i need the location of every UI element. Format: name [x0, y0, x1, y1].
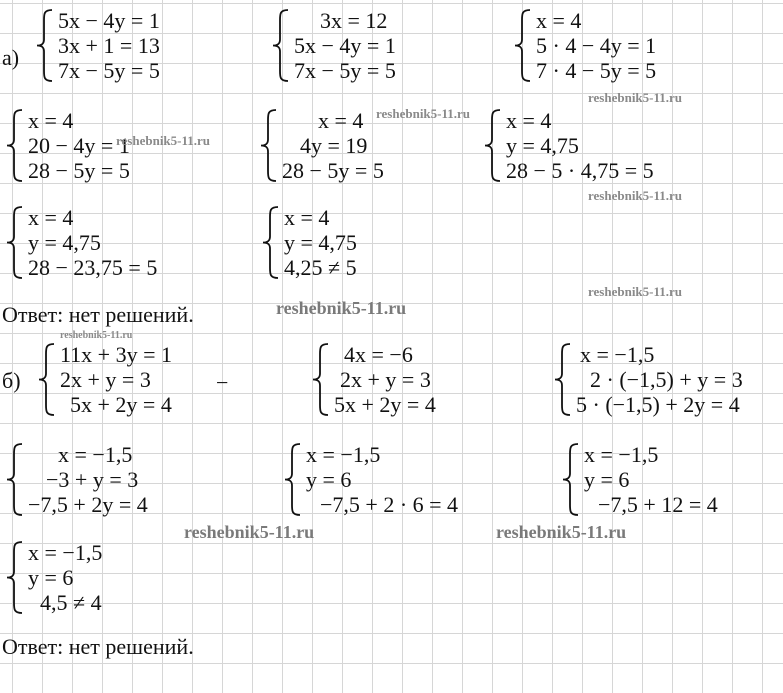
watermark: reshebnik5-11.ru [588, 90, 683, 105]
watermark: reshebnik5-11.ru [184, 522, 315, 542]
equation: 28 − 5y = 5 [28, 158, 130, 183]
equation: x = −1,5 [28, 540, 103, 565]
watermark: reshebnik5-11.ru [276, 298, 407, 318]
minus-sign: − [216, 370, 229, 395]
equation: x = −1,5 [306, 442, 381, 467]
equations [284, 205, 357, 280]
equation: 11x + 3y = 1 [60, 342, 172, 367]
brace-icon [4, 205, 26, 280]
equation: x = −1,5 [58, 442, 133, 467]
watermark: reshebnik5-11.ru [116, 133, 211, 148]
brace-icon [34, 8, 56, 83]
equations [28, 205, 157, 280]
brace-icon [512, 8, 534, 83]
equation: 2 · (−1,5) + y = 3 [590, 367, 743, 392]
equation: 7x − 5y = 5 [294, 58, 396, 83]
equation: 5x + 2y = 4 [334, 392, 436, 417]
equation: 4y = 19 [300, 133, 368, 158]
equation: y = 4,75 [506, 133, 579, 158]
answer-a: Ответ: нет решений. [2, 302, 194, 327]
answer-b: Ответ: нет решений. [2, 634, 194, 659]
brace-icon [282, 442, 304, 517]
equations [28, 442, 148, 517]
brace-icon [4, 540, 26, 615]
equation: 2x + y = 3 [60, 367, 151, 392]
equation: y = 6 [584, 467, 630, 492]
equation: 5x − 4y = 1 [58, 8, 160, 33]
equation: 28 − 5y = 5 [282, 158, 384, 183]
brace-icon [552, 342, 574, 417]
equation: 3x + 1 = 13 [58, 33, 160, 58]
equation: 5 · (−1,5) + 2y = 4 [576, 392, 740, 417]
equation: y = 6 [306, 467, 352, 492]
equation: 20 − 4y = 1 [28, 133, 130, 158]
equations [28, 108, 130, 183]
equation: −7,5 + 12 = 4 [598, 492, 718, 517]
equation: x = 4 [28, 108, 74, 133]
brace-icon [260, 205, 282, 280]
brace-icon [36, 342, 58, 417]
equation: −7,5 + 2y = 4 [28, 492, 148, 517]
brace-icon [560, 442, 582, 517]
equation: 7 · 4 − 5y = 5 [536, 58, 657, 83]
equation: 2x + y = 3 [340, 367, 431, 392]
equations [58, 8, 160, 83]
watermark: reshebnik5-11.ru [376, 106, 471, 121]
equation: y = 4,75 [284, 230, 357, 255]
equation: 28 − 23,75 = 5 [28, 255, 158, 280]
watermark: reshebnik5-11.ru [588, 188, 683, 203]
brace-icon [270, 8, 292, 83]
equations [28, 540, 102, 615]
equations [584, 442, 718, 517]
equations [60, 342, 172, 417]
equation: y = 4,75 [28, 230, 101, 255]
equation: x = −1,5 [580, 342, 655, 367]
watermark: reshebnik5-11.ru [496, 522, 627, 542]
equation: x = 4 [318, 108, 364, 133]
equation: 5x + 2y = 4 [70, 392, 172, 417]
brace-icon [482, 108, 504, 183]
equation: x = 4 [284, 205, 330, 230]
equation: 4,25 ≠ 5 [284, 255, 357, 280]
equation: 5x − 4y = 1 [294, 33, 396, 58]
brace-icon [4, 442, 26, 517]
equation: y = 6 [28, 565, 74, 590]
equation: x = 4 [536, 8, 582, 33]
equation: x = 4 [28, 205, 74, 230]
equations [334, 342, 436, 417]
equation: −7,5 + 2 · 6 = 4 [320, 492, 459, 517]
brace-icon [4, 108, 26, 183]
equation: 4x = −6 [344, 342, 413, 367]
watermark: reshebnik5-11.ru [588, 284, 683, 299]
equations [506, 108, 654, 183]
part-b-label: б) [2, 368, 21, 393]
watermark: reshebnik5-11.ru [60, 330, 133, 341]
equations [306, 442, 458, 517]
equations [282, 108, 384, 183]
equation: −3 + y = 3 [46, 467, 139, 492]
equation: 28 − 5 · 4,75 = 5 [506, 158, 654, 183]
equation: 4,5 ≠ 4 [40, 590, 102, 615]
equation: 7x − 5y = 5 [58, 58, 160, 83]
equations [536, 8, 656, 83]
equation: x = 4 [506, 108, 552, 133]
equations [576, 342, 743, 417]
equation: 3x = 12 [320, 8, 388, 33]
brace-icon [258, 108, 280, 183]
equation: x = −1,5 [584, 442, 659, 467]
equation: 5 · 4 − 4y = 1 [536, 33, 657, 58]
equations [294, 8, 396, 83]
brace-icon [310, 342, 332, 417]
part-a-label: а) [2, 45, 20, 70]
